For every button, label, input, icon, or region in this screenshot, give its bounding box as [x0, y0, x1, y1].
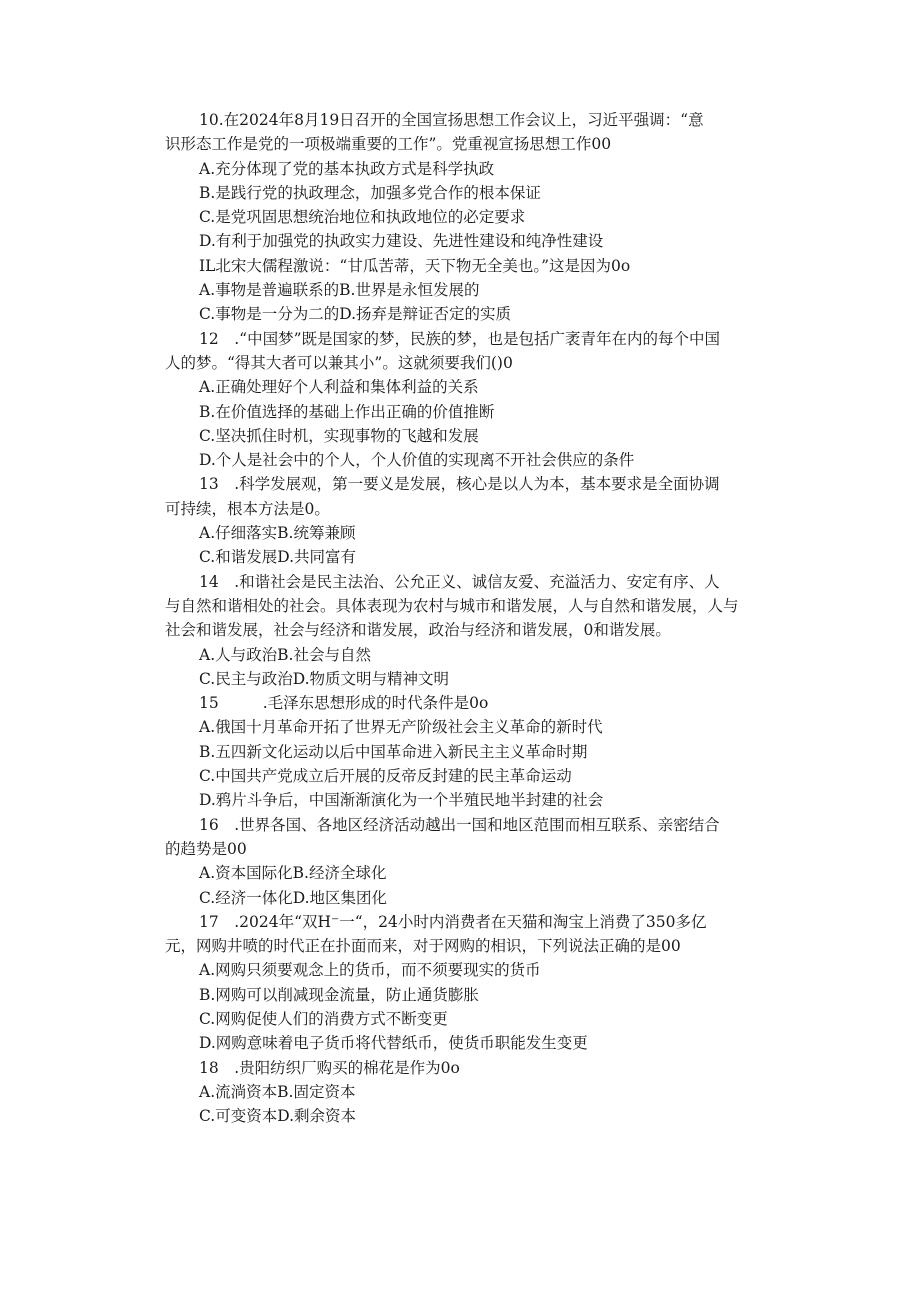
- answer-option: C.和谐发展D.共同富有: [199, 548, 357, 567]
- answer-option: C.经济一体化D.地区集团化: [199, 888, 388, 907]
- question-list: [165, 108, 773, 1128]
- answer-option: B.五四新文化运动以后中国革命进入新民主主义革命时期: [199, 742, 588, 761]
- answer-option: C.网购促使人们的消费方式不断变更: [199, 1009, 448, 1028]
- answer-option: C.中国共产党成立后开展的反帝反封建的民主革命运动: [199, 767, 572, 786]
- answer-option: A.俄国十月革命开拓了世界无产阶级社会主义革命的新时代: [199, 718, 603, 737]
- question-stem-line: 社会和谐发展，社会与经济和谐发展，政治与经济和谐发展，0和谐发展。: [165, 621, 671, 640]
- question-stem-line: 18 .贵阳纺织厂购买的棉花是作为0o: [199, 1058, 460, 1077]
- answer-option: A.仔细落实B.统筹兼顾: [199, 524, 356, 543]
- answer-option: A.流淌资本B.固定资本: [199, 1082, 356, 1101]
- answer-option: A.正确处理好个人利益和集体利益的关系: [199, 378, 479, 397]
- answer-option: A.网购只须要观念上的货币，而不须要现实的货币: [199, 961, 541, 980]
- question-stem-line: 14 .和谐社会是民主法治、公允正义、诚信友爱、充溢活力、安定有序、人: [199, 572, 720, 591]
- question-stem-line: 17 .2024年“双H⁻一“，24小时内消费者在天猫和淘宝上消费了350多亿: [199, 912, 707, 931]
- answer-option: D.个人是社会中的个人，个人价值的实现离不开社会供应的条件: [199, 451, 635, 470]
- question-stem-line: 16 .世界各国、各地区经济活动越出一国和地区范围而相互联系、亲密结合: [199, 815, 720, 834]
- question-stem-line: [165, 691, 773, 715]
- question-stem-line: 的趋势是00: [165, 839, 247, 858]
- question-stem-line: 与自然和谐相处的社会。具体表现为农村与城市和谐发展，人与自然和谐发展，人与: [165, 596, 739, 615]
- answer-option: A.充分体现了党的基本执政方式是科学执政: [199, 159, 495, 178]
- question-stem-line: 10.在2024年8月19日召开的全国宣扬思想工作会议上，习近平强调：“意: [199, 111, 704, 129]
- answer-option: C.事物是一分为二的D.扬弃是辩证否定的实质: [199, 305, 512, 324]
- question-stem-line: 13 .科学发展观，第一要义是发展，核心是以人为本，基本要求是全面协调: [199, 475, 720, 494]
- answer-option: C.可变资本D.剩余资本: [199, 1107, 357, 1126]
- question-stem-text: .毛泽东思想形成的时代条件是0o: [262, 694, 489, 713]
- answer-option: C.坚决抓住时机，实现事物的飞越和发展: [199, 426, 479, 445]
- answer-option: B.是践行党的执政理念，加强多党合作的根本保证: [199, 183, 541, 202]
- question-stem-line: 识形态工作是党的一项极端重要的工作”。党重视宣扬思想工作00: [165, 135, 612, 154]
- question-stem-line: 人的梦。“得其大者可以兼其小”。这就须要我们()0: [165, 353, 513, 372]
- answer-option: A.资本国际化B.经济全球化: [199, 864, 387, 883]
- answer-option: C.是党巩固思想统治地位和执政地位的必定要求: [199, 208, 526, 227]
- answer-option: D.有利于加强党的执政实力建设、先进性建设和纯净性建设: [199, 232, 604, 251]
- question-stem-line: 可持续，根本方法是0。: [165, 499, 330, 518]
- question-stem-line: 元，网购井喷的时代正在扑面而来，对于网购的相识，下列说法正确的是00: [165, 937, 681, 956]
- answer-option: B.在价值选择的基础上作出正确的价值推断: [199, 402, 495, 421]
- question-stem-line: IL北宋大儒程激说：“甘瓜苦蒂，天下物无全美也。”这是因为0o: [199, 256, 631, 275]
- answer-option: D.鸦片斗争后，中国渐渐演化为一个半殖民地半封建的社会: [199, 791, 604, 810]
- answer-option: B.网购可以削减现金流量，防止通货膨胀: [199, 985, 479, 1004]
- answer-option: A.人与政治B.社会与自然: [199, 645, 371, 664]
- answer-option: C.民主与政治D.物质文明与精神文明: [199, 669, 450, 688]
- answer-option: D.网购意味着电子货币将代替纸币，使货币职能发生变更: [199, 1034, 588, 1053]
- answer-option: A.事物是普遍联系的B.世界是永恒发展的: [199, 281, 480, 300]
- question-stem-line: 12 .“中国梦”既是国家的梦，民族的梦，也是包括广袤青年在内的每个中国: [199, 329, 721, 348]
- question-number: 15: [199, 694, 219, 713]
